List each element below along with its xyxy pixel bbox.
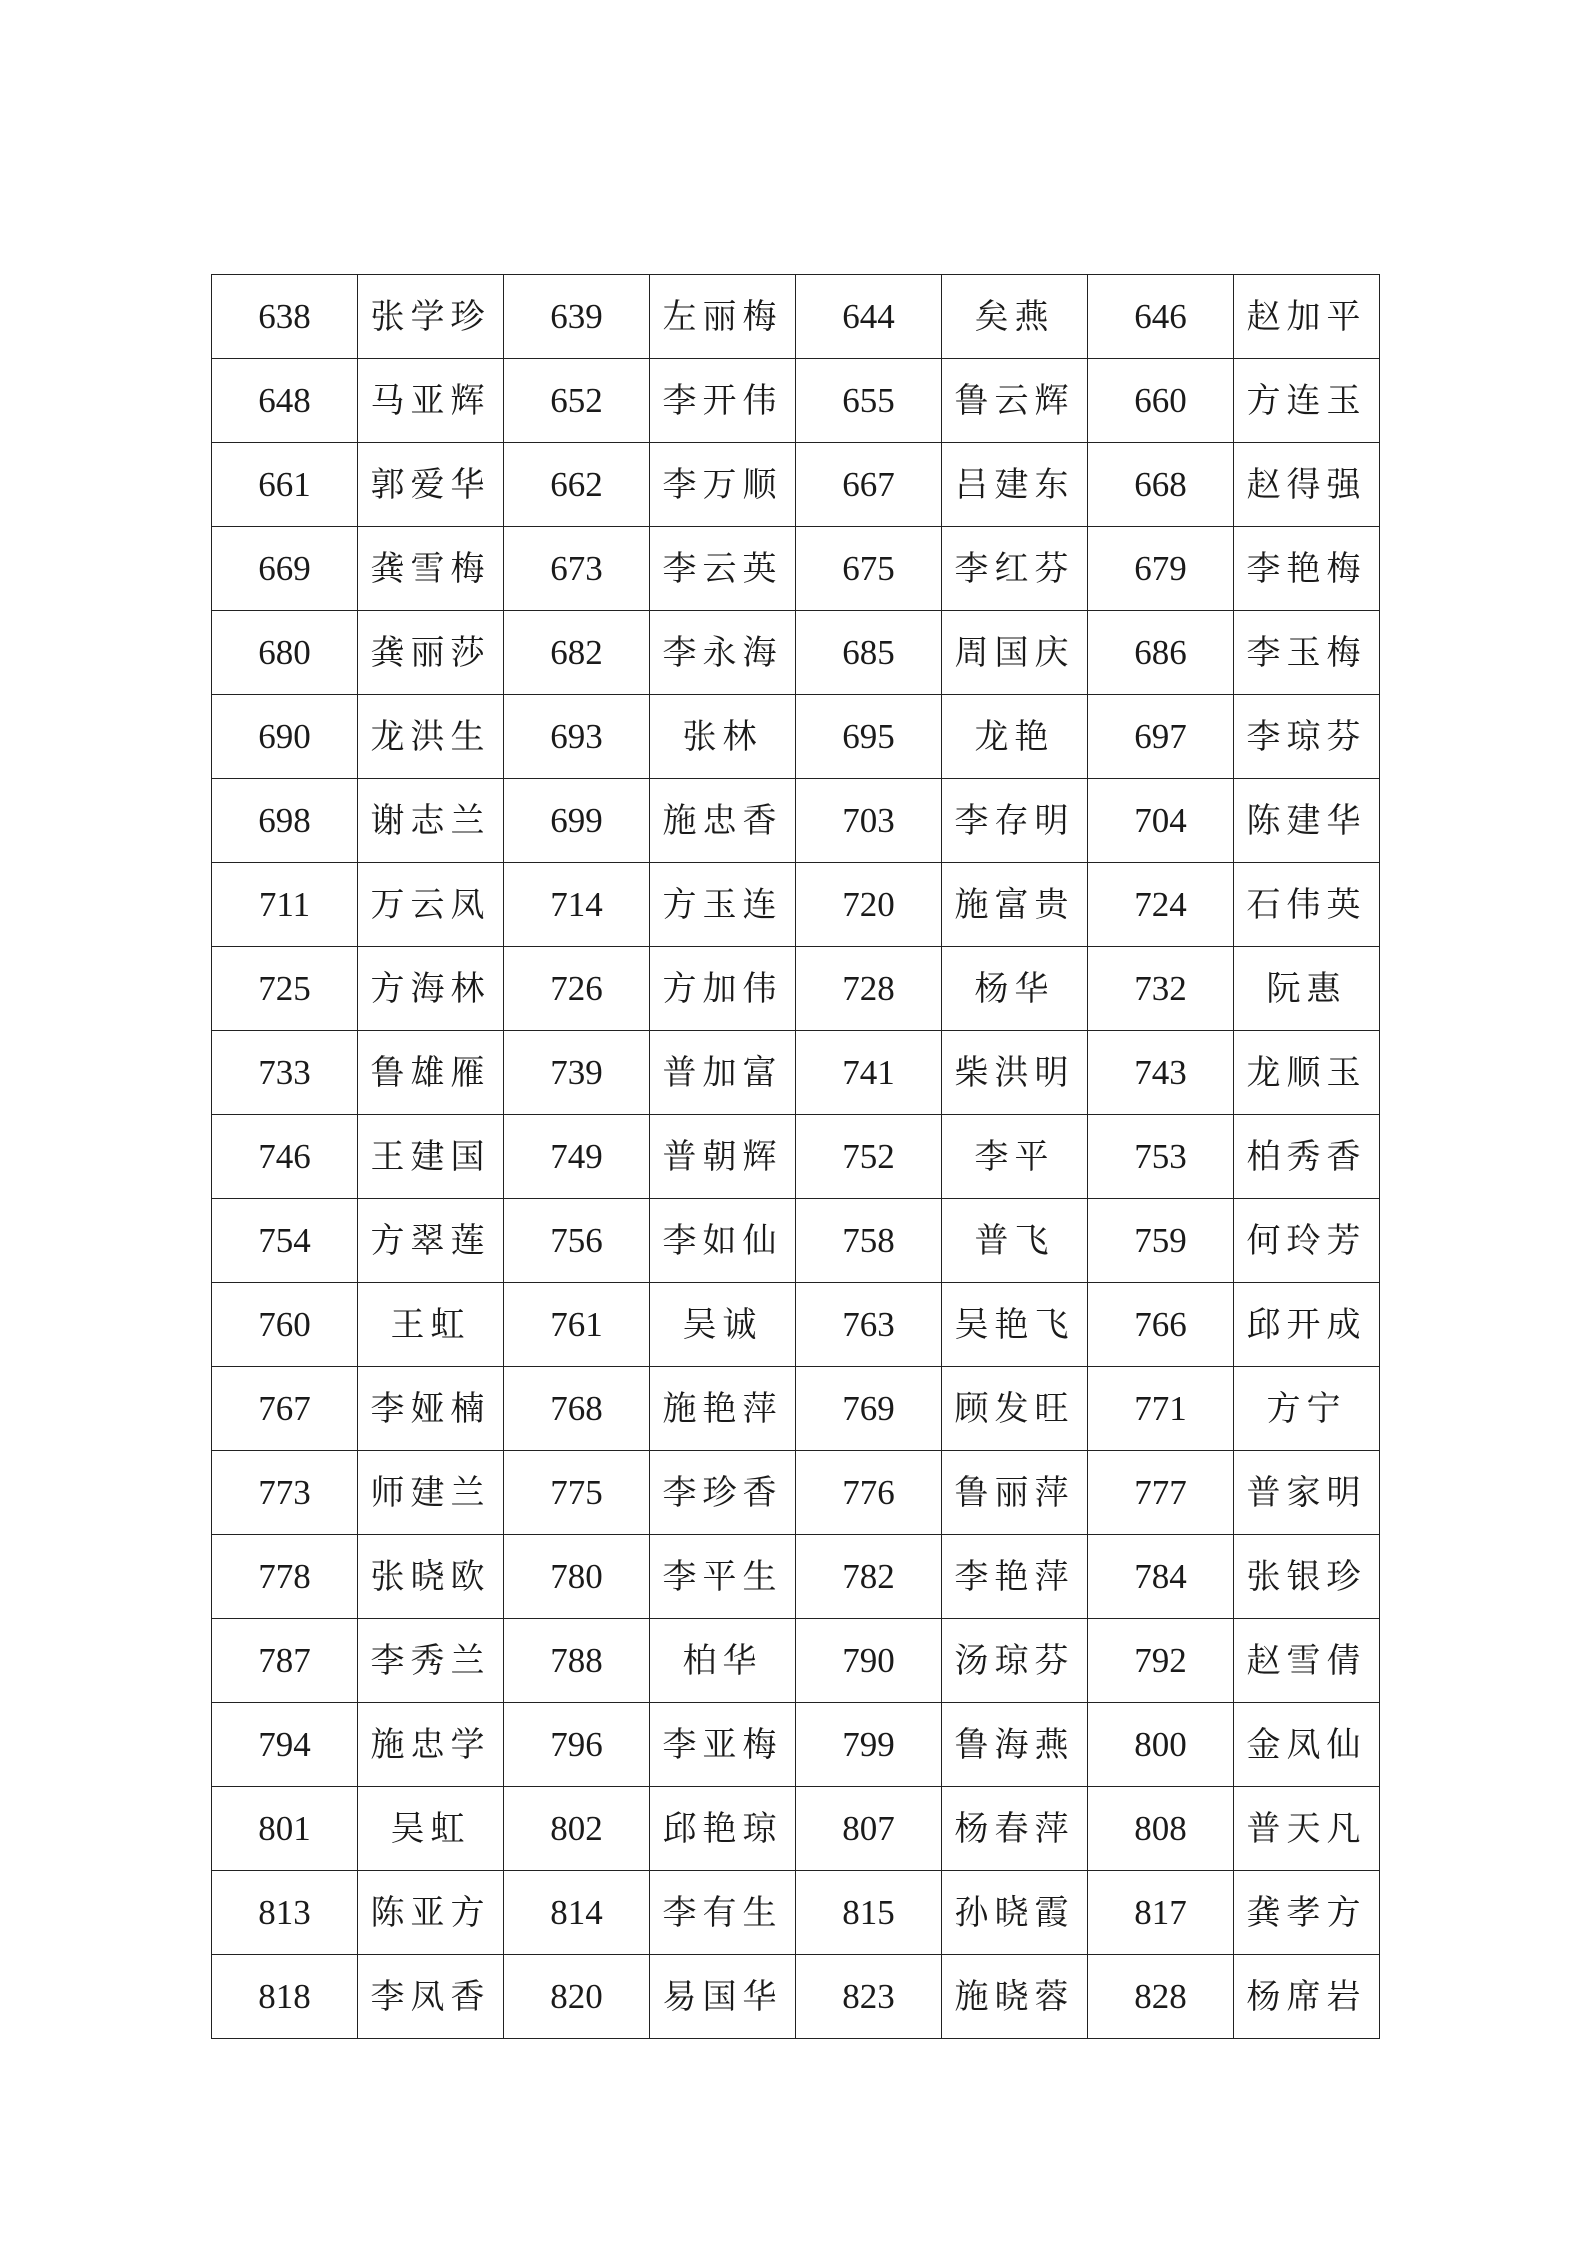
table-row — [212, 611, 1380, 695]
entry-name: 汤琼芬 — [942, 1619, 1088, 1703]
entry-name: 龚丽莎 — [358, 611, 504, 695]
entry-name: 赵加平 — [1234, 275, 1380, 359]
entry-number: 726 — [504, 947, 650, 1031]
entry-number: 773 — [212, 1451, 358, 1535]
entry-number: 814 — [504, 1871, 650, 1955]
entry-number: 777 — [1088, 1451, 1234, 1535]
entry-number: 767 — [212, 1367, 358, 1451]
entry-number: 704 — [1088, 779, 1234, 863]
entry-name: 陈亚方 — [358, 1871, 504, 1955]
entry-name: 邱艳琼 — [650, 1787, 796, 1871]
entry-number: 776 — [796, 1451, 942, 1535]
entry-name: 李珍香 — [650, 1451, 796, 1535]
table-row — [212, 1115, 1380, 1199]
entry-name: 方翠莲 — [358, 1199, 504, 1283]
entry-number: 778 — [212, 1535, 358, 1619]
entry-name: 何玲芳 — [1234, 1199, 1380, 1283]
entry-name: 邱开成 — [1234, 1283, 1380, 1367]
entry-name: 杨华 — [942, 947, 1088, 1031]
entry-name: 施晓蓉 — [942, 1955, 1088, 2039]
entry-number: 728 — [796, 947, 942, 1031]
entry-name: 普加富 — [650, 1031, 796, 1115]
entry-name: 李艳梅 — [1234, 527, 1380, 611]
entry-name: 万云凤 — [358, 863, 504, 947]
table-row — [212, 1283, 1380, 1367]
entry-name: 李娅楠 — [358, 1367, 504, 1451]
entry-name: 施忠学 — [358, 1703, 504, 1787]
entry-name: 周国庆 — [942, 611, 1088, 695]
entry-name: 易国华 — [650, 1955, 796, 2039]
entry-name: 鲁丽萍 — [942, 1451, 1088, 1535]
entry-name: 李平生 — [650, 1535, 796, 1619]
entry-name: 石伟英 — [1234, 863, 1380, 947]
entry-number: 714 — [504, 863, 650, 947]
table-row — [212, 527, 1380, 611]
entry-number: 790 — [796, 1619, 942, 1703]
entry-number: 752 — [796, 1115, 942, 1199]
entry-number: 754 — [212, 1199, 358, 1283]
entry-number: 724 — [1088, 863, 1234, 947]
entry-name: 李琼芬 — [1234, 695, 1380, 779]
entry-number: 675 — [796, 527, 942, 611]
entry-number: 817 — [1088, 1871, 1234, 1955]
entry-number: 761 — [504, 1283, 650, 1367]
entry-number: 660 — [1088, 359, 1234, 443]
entry-name: 施忠香 — [650, 779, 796, 863]
entry-number: 780 — [504, 1535, 650, 1619]
entry-name: 李万顺 — [650, 443, 796, 527]
entry-name: 龚孝方 — [1234, 1871, 1380, 1955]
table-row — [212, 1367, 1380, 1451]
entry-number: 667 — [796, 443, 942, 527]
entry-name: 方玉连 — [650, 863, 796, 947]
entry-number: 720 — [796, 863, 942, 947]
entry-name: 李红芬 — [942, 527, 1088, 611]
entry-name: 方宁 — [1234, 1367, 1380, 1451]
entry-number: 652 — [504, 359, 650, 443]
entry-number: 784 — [1088, 1535, 1234, 1619]
entry-number: 703 — [796, 779, 942, 863]
entry-number: 682 — [504, 611, 650, 695]
table-row — [212, 359, 1380, 443]
entry-number: 698 — [212, 779, 358, 863]
entry-name: 龙艳 — [942, 695, 1088, 779]
entry-name: 左丽梅 — [650, 275, 796, 359]
entry-number: 673 — [504, 527, 650, 611]
entry-name: 李亚梅 — [650, 1703, 796, 1787]
entry-number: 725 — [212, 947, 358, 1031]
entry-name: 张学珍 — [358, 275, 504, 359]
entry-number: 787 — [212, 1619, 358, 1703]
entry-number: 668 — [1088, 443, 1234, 527]
entry-name: 张晓欧 — [358, 1535, 504, 1619]
entry-number: 802 — [504, 1787, 650, 1871]
entry-number: 766 — [1088, 1283, 1234, 1367]
entry-name: 李秀兰 — [358, 1619, 504, 1703]
table-row — [212, 1871, 1380, 1955]
entry-number: 828 — [1088, 1955, 1234, 2039]
entry-number: 807 — [796, 1787, 942, 1871]
entry-name: 李凤香 — [358, 1955, 504, 2039]
entry-number: 662 — [504, 443, 650, 527]
entry-name: 杨席岩 — [1234, 1955, 1380, 2039]
entry-name: 李云英 — [650, 527, 796, 611]
entry-name: 柏秀香 — [1234, 1115, 1380, 1199]
entry-number: 741 — [796, 1031, 942, 1115]
entry-number: 818 — [212, 1955, 358, 2039]
entry-name: 吕建东 — [942, 443, 1088, 527]
entry-number: 690 — [212, 695, 358, 779]
entry-number: 639 — [504, 275, 650, 359]
table-row — [212, 1199, 1380, 1283]
roster-table-body — [212, 275, 1380, 2039]
table-row — [212, 1619, 1380, 1703]
entry-number: 794 — [212, 1703, 358, 1787]
entry-number: 644 — [796, 275, 942, 359]
entry-number: 799 — [796, 1703, 942, 1787]
entry-name: 普家明 — [1234, 1451, 1380, 1535]
entry-name: 李平 — [942, 1115, 1088, 1199]
entry-name: 谢志兰 — [358, 779, 504, 863]
entry-number: 711 — [212, 863, 358, 947]
entry-number: 788 — [504, 1619, 650, 1703]
entry-number: 769 — [796, 1367, 942, 1451]
entry-name: 施艳萍 — [650, 1367, 796, 1451]
entry-name: 吴诚 — [650, 1283, 796, 1367]
entry-name: 柴洪明 — [942, 1031, 1088, 1115]
entry-name: 普朝辉 — [650, 1115, 796, 1199]
entry-name: 李如仙 — [650, 1199, 796, 1283]
entry-number: 760 — [212, 1283, 358, 1367]
entry-number: 638 — [212, 275, 358, 359]
entry-number: 646 — [1088, 275, 1234, 359]
roster-table — [211, 274, 1380, 2039]
table-row — [212, 443, 1380, 527]
entry-name: 方海林 — [358, 947, 504, 1031]
entry-number: 680 — [212, 611, 358, 695]
entry-number: 685 — [796, 611, 942, 695]
entry-number: 823 — [796, 1955, 942, 2039]
entry-name: 王虹 — [358, 1283, 504, 1367]
entry-number: 739 — [504, 1031, 650, 1115]
entry-name: 吴艳飞 — [942, 1283, 1088, 1367]
entry-number: 820 — [504, 1955, 650, 2039]
entry-name: 赵得强 — [1234, 443, 1380, 527]
entry-name: 龙顺玉 — [1234, 1031, 1380, 1115]
entry-number: 782 — [796, 1535, 942, 1619]
entry-number: 815 — [796, 1871, 942, 1955]
entry-name: 张林 — [650, 695, 796, 779]
entry-name: 陈建华 — [1234, 779, 1380, 863]
entry-name: 鲁海燕 — [942, 1703, 1088, 1787]
entry-number: 695 — [796, 695, 942, 779]
entry-name: 阮惠 — [1234, 947, 1380, 1031]
entry-name: 李有生 — [650, 1871, 796, 1955]
entry-number: 813 — [212, 1871, 358, 1955]
entry-number: 756 — [504, 1199, 650, 1283]
entry-number: 743 — [1088, 1031, 1234, 1115]
entry-name: 赵雪倩 — [1234, 1619, 1380, 1703]
entry-name: 郭爱华 — [358, 443, 504, 527]
entry-number: 763 — [796, 1283, 942, 1367]
entry-number: 732 — [1088, 947, 1234, 1031]
entry-number: 746 — [212, 1115, 358, 1199]
entry-name: 普飞 — [942, 1199, 1088, 1283]
entry-name: 柏华 — [650, 1619, 796, 1703]
entry-name: 金凤仙 — [1234, 1703, 1380, 1787]
entry-number: 648 — [212, 359, 358, 443]
entry-name: 吴虹 — [358, 1787, 504, 1871]
entry-number: 759 — [1088, 1199, 1234, 1283]
entry-name: 龙洪生 — [358, 695, 504, 779]
table-row — [212, 1535, 1380, 1619]
entry-number: 693 — [504, 695, 650, 779]
entry-number: 697 — [1088, 695, 1234, 779]
entry-name: 马亚辉 — [358, 359, 504, 443]
entry-name: 李开伟 — [650, 359, 796, 443]
table-row — [212, 275, 1380, 359]
table-row — [212, 695, 1380, 779]
entry-name: 李艳萍 — [942, 1535, 1088, 1619]
entry-number: 733 — [212, 1031, 358, 1115]
entry-number: 753 — [1088, 1115, 1234, 1199]
entry-number: 669 — [212, 527, 358, 611]
entry-number: 749 — [504, 1115, 650, 1199]
entry-name: 杨春萍 — [942, 1787, 1088, 1871]
entry-name: 王建国 — [358, 1115, 504, 1199]
entry-number: 775 — [504, 1451, 650, 1535]
entry-number: 758 — [796, 1199, 942, 1283]
entry-number: 800 — [1088, 1703, 1234, 1787]
entry-name: 方加伟 — [650, 947, 796, 1031]
entry-name: 孙晓霞 — [942, 1871, 1088, 1955]
entry-number: 771 — [1088, 1367, 1234, 1451]
entry-number: 792 — [1088, 1619, 1234, 1703]
entry-name: 普天凡 — [1234, 1787, 1380, 1871]
entry-number: 661 — [212, 443, 358, 527]
table-row — [212, 947, 1380, 1031]
entry-number: 768 — [504, 1367, 650, 1451]
table-row — [212, 1955, 1380, 2039]
entry-name: 顾发旺 — [942, 1367, 1088, 1451]
entry-number: 655 — [796, 359, 942, 443]
entry-number: 801 — [212, 1787, 358, 1871]
entry-number: 679 — [1088, 527, 1234, 611]
entry-number: 796 — [504, 1703, 650, 1787]
table-row — [212, 1031, 1380, 1115]
entry-name: 李永海 — [650, 611, 796, 695]
table-row — [212, 863, 1380, 947]
entry-name: 鲁雄雁 — [358, 1031, 504, 1115]
table-row — [212, 1451, 1380, 1535]
entry-name: 李存明 — [942, 779, 1088, 863]
entry-number: 808 — [1088, 1787, 1234, 1871]
table-row — [212, 1703, 1380, 1787]
entry-name: 方连玉 — [1234, 359, 1380, 443]
entry-name: 李玉梅 — [1234, 611, 1380, 695]
entry-name: 张银珍 — [1234, 1535, 1380, 1619]
entry-name: 施富贵 — [942, 863, 1088, 947]
entry-name: 师建兰 — [358, 1451, 504, 1535]
entry-number: 699 — [504, 779, 650, 863]
entry-name: 矣燕 — [942, 275, 1088, 359]
entry-number: 686 — [1088, 611, 1234, 695]
entry-name: 龚雪梅 — [358, 527, 504, 611]
table-row — [212, 1787, 1380, 1871]
entry-name: 鲁云辉 — [942, 359, 1088, 443]
table-row — [212, 779, 1380, 863]
